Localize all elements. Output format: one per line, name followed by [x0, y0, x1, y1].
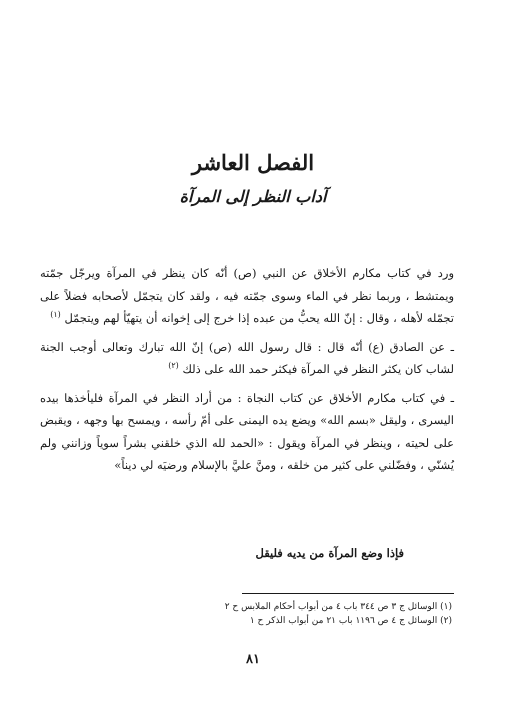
footnote-reference: (١) — [50, 310, 61, 320]
footnote-2: (٢) الوسائل ج ٤ ص ١١٩٦ باب ٢١ من أبواب الذكر ح ١ — [249, 616, 452, 626]
paragraph-text: ورد في كتاب مكارم الأخلاق عن النبي (ص) أنّه كان ينظر في المرآة ويرجّل جمّته ويمتشط ، وربما نظر في الماء وسوى جمّته فيه ، ولقد كان يتجمّل لأصحابه فضلاً على تجمّله لأهله ، وقال : إنّ الله يحبُّ من عبده إذا خرج إلى إخوانه أن يتهيّأ لهم ويتجمّل — [40, 266, 454, 325]
page-number: ٨١ — [246, 652, 260, 667]
footnote-1: (١) الوسائل ج ٣ ص ٣٤٤ باب ٤ من أبواب أحكام الملابس ح ٢ — [224, 602, 452, 612]
footnote-divider — [242, 593, 454, 594]
chapter-subtitle: آداب النظر إلى المرآة — [179, 187, 327, 206]
chapter-title: الفصل العاشر — [191, 150, 315, 175]
closing-line: فإذا وضع المرآة من يديه فليقل — [255, 546, 404, 560]
footnote-reference: (٢) — [168, 361, 179, 371]
paragraph-text: ـ في كتاب مكارم الأخلاق عن كتاب النجاة : من أراد النظر في المرآة فليأخذها بيده اليسرى ، وليقل «بسم الله» ويضع يده اليمنى على أمّ رأسه ، ويمسح بها وجهه ، ويقبض على لحيته ، وينظر في المرآة ويقول : «الحمد لله الذي خلقني بشراً سوياً وزانني ولم يُشنّي ، وفضّلني على كثير من خلقه ، ومنَّ عليَّ بالإسلام ورضيَه لي ديناً» — [40, 390, 454, 472]
paragraph-2 — [40, 336, 454, 381]
paragraph-1 — [40, 262, 454, 330]
paragraph-text: ـ عن الصادق (ع) أنّه قال : قال رسول الله (ص) إنّ الله تبارك وتعالى أوجب الجنة لشاب كان يكثر النظر في المرآة فيكثر حمد الله على ذلك — [40, 339, 454, 376]
footnotes — [200, 600, 452, 628]
body-text — [40, 262, 454, 483]
paragraph-3 — [40, 387, 454, 477]
